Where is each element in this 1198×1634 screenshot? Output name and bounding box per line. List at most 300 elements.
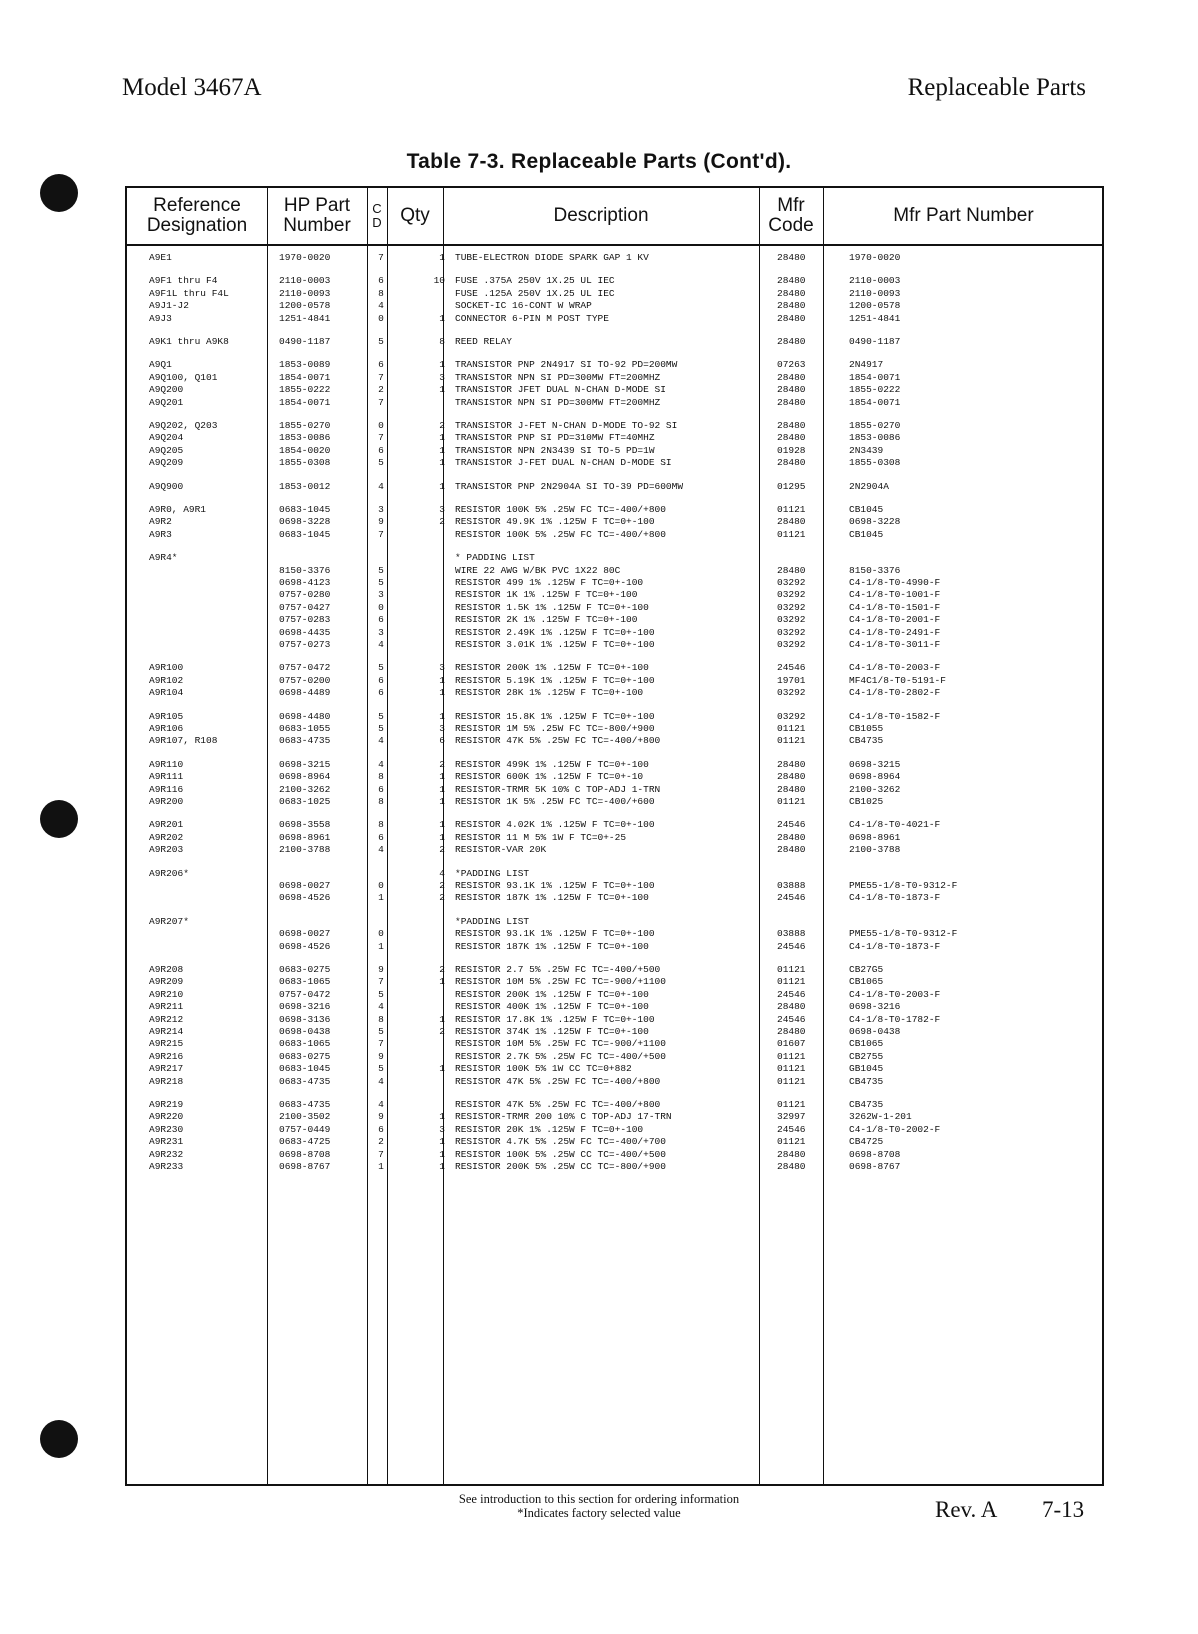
cell-desc: RESISTOR 100K 5% .25W CC TC=-400/+500: [455, 1148, 666, 1160]
cell-ref: A9K1 thru A9K8: [149, 336, 229, 347]
cell-mpn: 1853-0086: [849, 432, 901, 444]
table-row: [127, 796, 1102, 808]
cell-qty: 1: [439, 687, 445, 699]
table-row: [127, 432, 1102, 444]
cell-desc: RESISTOR 4.7K 5% .25W FC TC=-400/+700: [455, 1136, 666, 1148]
cell-cd: 1: [378, 892, 384, 904]
cell-desc: TRANSISTOR NPN SI PD=300MW FT=200MHZ: [455, 371, 661, 383]
cell-ref: A9R100: [149, 662, 184, 674]
cell-desc: FUSE .375A 250V 1X.25 UL IEC: [455, 275, 615, 287]
cell-qty: 2: [439, 1026, 445, 1037]
cell-hp: 1854-0071: [279, 396, 331, 408]
cell-cd: 9: [378, 964, 384, 975]
cell-mfr: 32997: [777, 1111, 806, 1123]
cell-cd: 7: [378, 528, 384, 540]
cell-cd: 6: [378, 674, 384, 686]
cell-ref: A9R4*: [149, 552, 178, 564]
cell-qty: 2: [439, 892, 445, 904]
cell-hp: 0698-4435: [279, 626, 331, 638]
cell-mfr: 01607: [777, 1038, 806, 1050]
table-row: [127, 614, 1102, 626]
table-row: [127, 481, 1102, 493]
cell-hp: 0683-4725: [279, 1136, 331, 1148]
table-row: [127, 529, 1102, 541]
cell-hp: 0683-4735: [279, 735, 331, 747]
cell-ref: A9Q209: [149, 457, 184, 469]
cell-hp: 0698-4489: [279, 687, 331, 699]
cell-ref: A9Q204: [149, 432, 184, 444]
punch-hole: [40, 174, 78, 212]
cell-hp: 0757-0472: [279, 988, 331, 1000]
table-row: [127, 445, 1102, 457]
cell-desc: TRANSISTOR JFET DUAL N-CHAN D-MODE SI: [455, 384, 666, 396]
cell-hp: 2110-0003: [279, 275, 331, 287]
cell-mpn: 0698-0438: [849, 1026, 901, 1037]
cell-ref: A9R116: [149, 783, 184, 795]
table-row: [127, 1063, 1102, 1075]
table-row: [127, 1051, 1102, 1063]
table-row: [127, 504, 1102, 516]
cell-desc: TRANSISTOR PNP 2N2904A SI TO-39 PD=600MW: [455, 480, 684, 492]
cell-desc: TRANSISTOR NPN 2N3439 SI TO-5 PD=1W: [455, 444, 655, 456]
cell-ref: A9F1L thru F4L: [149, 287, 229, 299]
table-row: [127, 627, 1102, 639]
table-row: [127, 300, 1102, 312]
cell-mpn: 1200-0578: [849, 300, 901, 312]
cell-hp: 1855-0222: [279, 384, 331, 396]
cell-hp: 0683-4735: [279, 1075, 331, 1087]
cell-hp: 0698-4526: [279, 940, 331, 952]
cell-mfr: 28480: [777, 771, 806, 783]
cell-ref: A9Q200: [149, 384, 184, 396]
cell-desc: RESISTOR 10M 5% .25W FC TC=-900/+1100: [455, 976, 666, 988]
cell-ref: A9R208: [149, 964, 184, 975]
cell-hp: 0698-3215: [279, 758, 331, 770]
cell-ref: A9R203: [149, 844, 184, 856]
cell-desc: TRANSISTOR J-FET DUAL N-CHAN D-MODE SI: [455, 457, 672, 469]
table-row: [127, 880, 1102, 892]
cell-mfr: 03292: [777, 687, 806, 699]
cell-mpn: CB1045: [849, 528, 884, 540]
cell-ref: A9R218: [149, 1075, 184, 1087]
cell-mfr: 24546: [777, 1123, 806, 1135]
col-reference-designation: Reference Designation: [146, 195, 248, 236]
cell-mfr: 01121: [777, 735, 806, 747]
cell-cd: 3: [378, 589, 384, 601]
footnote-factory-selected: *Indicates factory selected value: [517, 1506, 681, 1520]
cell-mpn: 0698-3215: [849, 758, 901, 770]
table-row: [127, 964, 1102, 976]
cell-mpn: 0698-8767: [849, 1161, 901, 1172]
cell-mpn: CB1065: [849, 976, 884, 988]
cell-desc: TRANSISTOR PNP 2N4917 SI TO-92 PD=200MW: [455, 359, 678, 371]
cell-desc: RESISTOR 1.5K 1% .125W F TC=0+-100: [455, 601, 649, 613]
cell-ref: A9F1 thru F4: [149, 275, 218, 287]
header-section: Replaceable Parts: [907, 74, 1086, 101]
cell-hp: 0698-8964: [279, 771, 331, 783]
cell-cd: 7: [378, 1148, 384, 1160]
cell-hp: 1853-0012: [279, 480, 331, 492]
cell-cd: 2: [378, 1136, 384, 1148]
cell-mfr: 01121: [777, 796, 806, 807]
cell-mfr: 01121: [777, 1050, 806, 1062]
cell-mfr: 03292: [777, 589, 806, 601]
cell-hp: 0698-0027: [279, 880, 331, 891]
cell-qty: 1: [439, 252, 445, 263]
cell-mpn: 0698-3216: [849, 1001, 901, 1013]
cell-desc: RESISTOR 2.49K 1% .125W F TC=0+-100: [455, 626, 655, 638]
cell-mfr: 28480: [777, 287, 806, 299]
col-qty: Qty: [400, 205, 430, 226]
table-row: [127, 662, 1102, 674]
cell-cd: 5: [378, 1063, 384, 1075]
cell-mfr: 28480: [777, 1026, 806, 1037]
cell-mfr: 01928: [777, 444, 806, 456]
table-row: [127, 1149, 1102, 1161]
cell-desc: RESISTOR 2.7 5% .25W FC TC=-400/+500: [455, 964, 661, 975]
cell-mfr: 28480: [777, 371, 806, 383]
cell-desc: RESISTOR 100K 5% .25W FC TC=-400/+800: [455, 504, 666, 515]
cell-cd: 8: [378, 819, 384, 831]
table-row: [127, 313, 1102, 325]
cell-cd: 6: [378, 783, 384, 795]
cell-mpn: 1854-0071: [849, 396, 901, 408]
cell-qty: 1: [439, 1013, 445, 1025]
cell-cd: 1: [378, 940, 384, 952]
cell-qty: 1: [439, 674, 445, 686]
cell-mpn: CB4735: [849, 1099, 884, 1110]
cell-cd: 5: [378, 988, 384, 1000]
cell-desc: RESISTOR 17.8K 1% .125W F TC=0+-100: [455, 1013, 655, 1025]
cell-ref: A9R201: [149, 819, 184, 831]
cell-ref: A9R102: [149, 674, 184, 686]
cell-mpn: CB1055: [849, 723, 884, 734]
cell-desc: TRANSISTOR J-FET N-CHAN D-MODE TO-92 SI: [455, 420, 678, 431]
cell-mfr: 28480: [777, 564, 806, 576]
table-row: [127, 359, 1102, 371]
cell-cd: 4: [378, 300, 384, 312]
cell-mfr: 28480: [777, 420, 806, 431]
cell-mfr: 01121: [777, 723, 806, 734]
cell-mfr: 28480: [777, 1001, 806, 1013]
cell-desc: RESISTOR 187K 1% .125W F TC=0+-100: [455, 940, 649, 952]
cell-qty: 8: [439, 336, 445, 347]
cell-ref: A9Q205: [149, 444, 184, 456]
cell-desc: RESISTOR 100K 5% 1W CC TC=0+882: [455, 1063, 632, 1075]
cell-desc: *PADDING LIST: [455, 915, 530, 927]
cell-hp: 0757-0273: [279, 639, 331, 650]
cell-mpn: 1855-0270: [849, 420, 901, 431]
cell-mfr: 28480: [777, 275, 806, 287]
cell-hp: 2100-3502: [279, 1111, 331, 1123]
cell-mpn: C4-1/8-T0-2003-F: [849, 988, 941, 1000]
cell-cd: 8: [378, 796, 384, 807]
cell-cd: 5: [378, 577, 384, 588]
cell-mpn: 0490-1187: [849, 336, 901, 347]
cell-mpn: C4-1/8-T0-2491-F: [849, 626, 941, 638]
cell-mpn: C4-1/8-T0-1873-F: [849, 940, 941, 952]
cell-mpn: CB1065: [849, 1038, 884, 1050]
cell-cd: 4: [378, 1099, 384, 1110]
cell-qty: 6: [439, 735, 445, 747]
cell-cd: 4: [378, 1075, 384, 1087]
cell-cd: 6: [378, 1123, 384, 1135]
cell-desc: RESISTOR 1K 5% .25W FC TC=-400/+600: [455, 796, 655, 807]
cell-hp: 0683-1065: [279, 1038, 331, 1050]
cell-cd: 9: [378, 516, 384, 528]
cell-qty: 1: [439, 976, 445, 988]
cell-cd: 7: [378, 432, 384, 444]
table-row: [127, 675, 1102, 687]
cell-mpn: 1251-4841: [849, 312, 901, 324]
table-row: [127, 639, 1102, 651]
table-row: [127, 976, 1102, 988]
cell-desc: RESISTOR 28K 1% .125W F TC=0+-100: [455, 687, 644, 699]
cell-mpn: C4-1/8-T0-2002-F: [849, 1123, 941, 1135]
cell-mpn: 2110-0093: [849, 287, 901, 299]
cell-cd: 7: [378, 396, 384, 408]
cell-hp: 0757-0280: [279, 589, 331, 601]
cell-mpn: 2100-3262: [849, 783, 901, 795]
cell-mpn: C4-1/8-T0-1001-F: [849, 589, 941, 601]
cell-cd: 7: [378, 371, 384, 383]
cell-hp: 0698-4123: [279, 577, 331, 588]
table-row: [127, 516, 1102, 528]
table-row: [127, 577, 1102, 589]
table-row: [127, 1136, 1102, 1148]
cell-hp: 0757-0427: [279, 601, 331, 613]
cell-desc: RESISTOR 4.02K 1% .125W F TC=0+-100: [455, 819, 655, 831]
parts-table: [125, 186, 1104, 1486]
cell-cd: 6: [378, 275, 384, 287]
cell-desc: * PADDING LIST: [455, 552, 535, 564]
cell-mfr: 28480: [777, 844, 806, 856]
cell-mfr: 03292: [777, 710, 806, 722]
table-row: [127, 1124, 1102, 1136]
cell-cd: 6: [378, 444, 384, 456]
cell-cd: 3: [378, 504, 384, 515]
cell-desc: RESISTOR 20K 1% .125W F TC=0+-100: [455, 1123, 644, 1135]
table-row: [127, 397, 1102, 409]
cell-mfr: 01121: [777, 976, 806, 988]
cell-qty: 3: [439, 723, 445, 734]
cell-ref: A9R212: [149, 1013, 184, 1025]
cell-desc: RESISTOR 2.7K 5% .25W FC TC=-400/+500: [455, 1050, 666, 1062]
cell-mfr: 03292: [777, 601, 806, 613]
cell-cd: 0: [378, 880, 384, 891]
table-row: [127, 1026, 1102, 1038]
cell-cd: 6: [378, 831, 384, 843]
col-mfr-code: Mfr Code: [768, 195, 814, 236]
cell-cd: 9: [378, 1050, 384, 1062]
cell-mfr: 28480: [777, 312, 806, 324]
revision: Rev. A: [935, 1497, 998, 1522]
cell-mpn: C4-1/8-T0-1873-F: [849, 892, 941, 904]
cell-desc: RESISTOR 15.8K 1% .125W F TC=0+-100: [455, 710, 655, 722]
cell-mpn: 0698-3228: [849, 516, 901, 528]
cell-mfr: 01121: [777, 1063, 806, 1075]
cell-hp: 0698-8708: [279, 1148, 331, 1160]
cell-ref: A9R211: [149, 1001, 184, 1013]
cell-qty: 2: [439, 516, 445, 528]
cell-ref: A9R231: [149, 1136, 184, 1148]
cell-desc: RESISTOR 600K 1% .125W F TC=0+-10: [455, 771, 644, 783]
cell-mpn: MF4C1/8-T0-5191-F: [849, 674, 946, 686]
cell-cd: 6: [378, 359, 384, 371]
cell-hp: 0757-0472: [279, 662, 331, 674]
cell-mpn: C4-1/8-T0-4990-F: [849, 577, 941, 588]
cell-hp: 0490-1187: [279, 336, 331, 347]
cell-mpn: CB1045: [849, 504, 884, 515]
table-row: [127, 771, 1102, 783]
col-mfr-part-number: Mfr Part Number: [893, 205, 1034, 226]
cell-cd: 1: [378, 1161, 384, 1172]
cell-ref: A9Q202, Q203: [149, 420, 218, 431]
cell-cd: 0: [378, 420, 384, 431]
table-row: [127, 941, 1102, 953]
col-description: Description: [553, 205, 649, 226]
cell-hp: 0683-1065: [279, 976, 331, 988]
cell-desc: TUBE-ELECTRON DIODE SPARK GAP 1 KV: [455, 252, 649, 263]
cell-ref: A9R110: [149, 758, 184, 770]
cell-ref: A9R206*: [149, 867, 189, 879]
cell-cd: 5: [378, 662, 384, 674]
cell-mpn: C4-1/8-T0-3011-F: [849, 639, 941, 650]
cell-mpn: PME55-1/8-T0-9312-F: [849, 880, 958, 891]
cell-desc: RESISTOR 47K 5% .25W FC TC=-400/+800: [455, 1099, 661, 1110]
cell-ref: A9R106: [149, 723, 184, 734]
cell-desc: FUSE .125A 250V 1X.25 UL IEC: [455, 287, 615, 299]
cell-ref: A9J1-J2: [149, 300, 189, 312]
cell-mfr: 24546: [777, 988, 806, 1000]
table-row: [127, 759, 1102, 771]
cell-qty: 10: [433, 275, 445, 287]
cell-ref: A9R0, A9R1: [149, 504, 207, 515]
cell-desc: RESISTOR-TRMR 200 10% C TOP-ADJ 17-TRN: [455, 1111, 672, 1123]
cell-ref: A9E1: [149, 252, 172, 263]
cell-hp: 0757-0449: [279, 1123, 331, 1135]
cell-cd: 0: [378, 312, 384, 324]
cell-cd: 4: [378, 735, 384, 747]
cell-desc: RESISTOR 499K 1% .125W F TC=0+-100: [455, 758, 649, 770]
cell-hp: 0683-1055: [279, 723, 331, 734]
cell-ref: A9R105: [149, 710, 184, 722]
table-row: [127, 1111, 1102, 1123]
cell-hp: 0683-0275: [279, 964, 331, 975]
cell-ref: A9Q201: [149, 396, 184, 408]
cell-ref: A9Q1: [149, 359, 172, 371]
cell-cd: 8: [378, 1013, 384, 1025]
cell-cd: 8: [378, 287, 384, 299]
cell-qty: 1: [439, 819, 445, 831]
cell-ref: A9R210: [149, 988, 184, 1000]
cell-hp: 0698-3558: [279, 819, 331, 831]
cell-ref: A9R220: [149, 1111, 184, 1123]
cell-qty: 1: [439, 1111, 445, 1123]
cell-desc: *PADDING LIST: [455, 867, 530, 879]
cell-mfr: 24546: [777, 892, 806, 904]
cell-mfr: 03888: [777, 928, 806, 940]
cell-hp: 2100-3788: [279, 844, 331, 856]
cell-cd: 6: [378, 614, 384, 626]
cell-mfr: 24546: [777, 1013, 806, 1025]
cell-mpn: C4-1/8-T0-2001-F: [849, 614, 941, 626]
cell-mpn: CB4735: [849, 735, 884, 747]
cell-ref: A9R3: [149, 528, 172, 540]
cell-cd: 4: [378, 639, 384, 650]
cell-mfr: 01121: [777, 964, 806, 975]
cell-desc: RESISTOR 2K 1% .125W F TC=0+-100: [455, 614, 638, 626]
table-row: [127, 928, 1102, 940]
cell-desc: RESISTOR 47K 5% .25W FC TC=-400/+800: [455, 1075, 661, 1087]
cell-qty: 1: [439, 1161, 445, 1172]
cell-hp: 0698-0438: [279, 1026, 331, 1037]
cell-ref: A9R219: [149, 1099, 184, 1110]
table-header: [127, 188, 1102, 246]
cell-desc: RESISTOR 47K 5% .25W FC TC=-400/+800: [455, 735, 661, 747]
cell-ref: A9R215: [149, 1038, 184, 1050]
cell-hp: 1970-0020: [279, 252, 331, 263]
table-row: [127, 832, 1102, 844]
table-row: [127, 735, 1102, 747]
cell-cd: 4: [378, 480, 384, 492]
cell-cd: 7: [378, 976, 384, 988]
cell-cd: 7: [378, 252, 384, 263]
table-row: [127, 723, 1102, 735]
cell-mfr: 28480: [777, 758, 806, 770]
cell-mfr: 03888: [777, 880, 806, 891]
cell-mpn: 1970-0020: [849, 252, 901, 263]
cell-mfr: 28480: [777, 457, 806, 469]
cell-qty: 3: [439, 371, 445, 383]
cell-desc: RESISTOR 187K 1% .125W F TC=0+-100: [455, 892, 649, 904]
cell-desc: TRANSISTOR PNP SI PD=310MW FT=40MHZ: [455, 432, 655, 444]
table-row: [127, 565, 1102, 577]
cell-desc: RESISTOR 374K 1% .125W F TC=0+-100: [455, 1026, 649, 1037]
cell-mpn: C4-1/8-T0-1501-F: [849, 601, 941, 613]
table-row: [127, 1161, 1102, 1173]
cell-hp: 1853-0086: [279, 432, 331, 444]
cell-qty: 4: [439, 867, 445, 879]
cell-hp: 0757-0283: [279, 614, 331, 626]
cell-hp: 0698-3228: [279, 516, 331, 528]
cell-cd: 2: [378, 384, 384, 396]
cell-cd: 4: [378, 1001, 384, 1013]
cell-qty: 1: [439, 480, 445, 492]
cell-mpn: CB27G5: [849, 964, 884, 975]
cell-hp: 0683-1045: [279, 528, 331, 540]
cell-ref: A9R202: [149, 831, 184, 843]
cell-desc: RESISTOR 49.9K 1% .125W F TC=0+-100: [455, 516, 655, 528]
cell-mpn: 1855-0308: [849, 457, 901, 469]
cell-cd: 8: [378, 771, 384, 783]
cell-cd: 5: [378, 336, 384, 347]
cell-hp: 0698-4480: [279, 710, 331, 722]
cell-mpn: C4-1/8-T0-2003-F: [849, 662, 941, 674]
cell-mpn: 2N2904A: [849, 480, 889, 492]
cell-cd: 5: [378, 723, 384, 734]
cell-cd: 6: [378, 687, 384, 699]
cell-mpn: 2N3439: [849, 444, 884, 456]
cell-qty: 1: [439, 1136, 445, 1148]
cell-mpn: 2110-0003: [849, 275, 901, 287]
cell-hp: 0698-8767: [279, 1161, 331, 1172]
cell-cd: 5: [378, 1026, 384, 1037]
cell-mfr: 01121: [777, 528, 806, 540]
cell-ref: A9R214: [149, 1026, 184, 1037]
cell-mpn: 1855-0222: [849, 384, 901, 396]
cell-hp: 0683-1045: [279, 504, 331, 515]
